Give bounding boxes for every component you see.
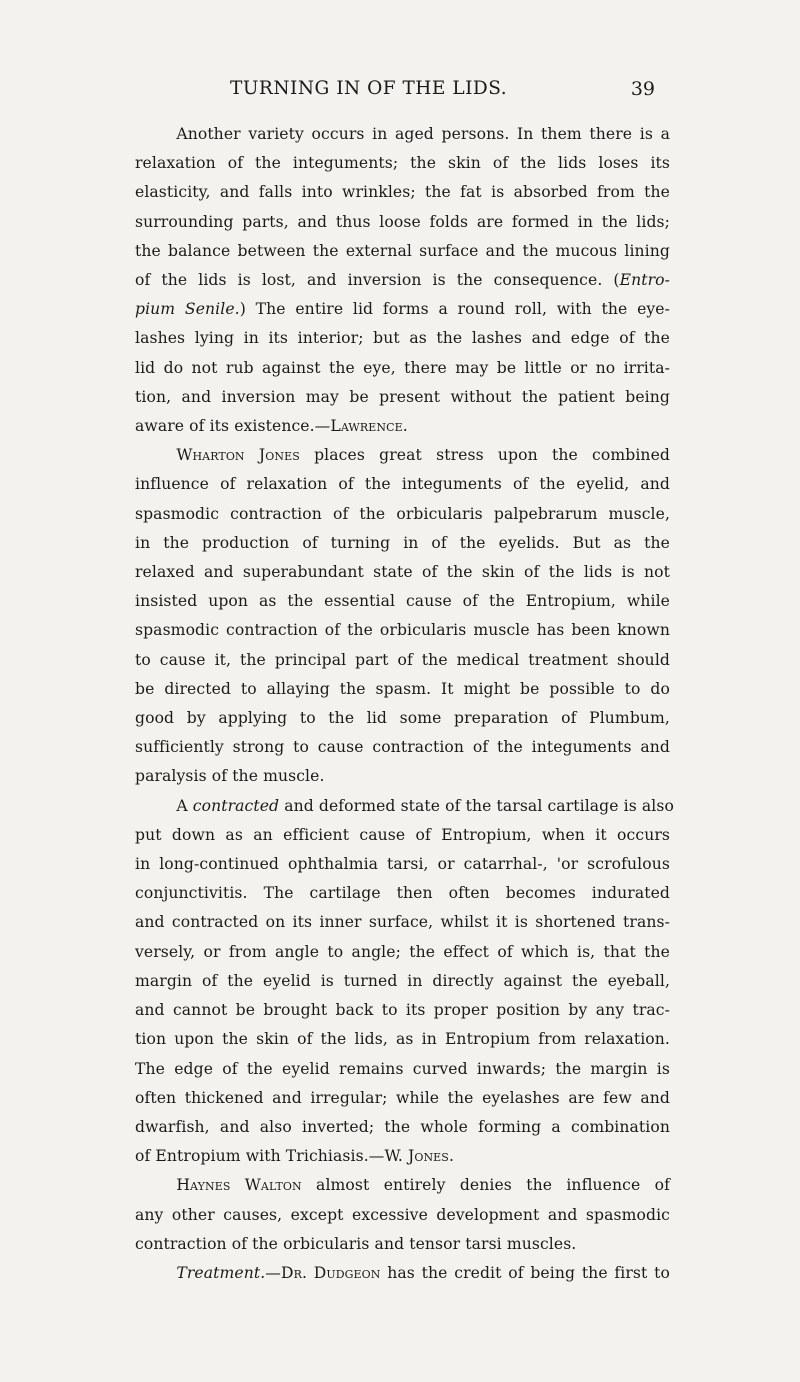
- text-line: Another variety occurs in aged persons. In them there is a: [176, 125, 670, 143]
- text-line: versely, or from angle to angle; the effect of which is, that the: [135, 942, 670, 961]
- text-line: paralysis of the muscle.: [135, 767, 325, 786]
- body-text: [135, 120, 674, 1288]
- text-line: [135, 412, 670, 441]
- text-run: aware of its existence.—: [135, 417, 331, 436]
- text-run: of Entropium with Trichiasis.—: [135, 1147, 385, 1166]
- text-line: tion upon the skin of the lids, as in Entropium from relaxation.: [135, 1030, 670, 1049]
- text-line: any other causes, except excessive development and spasmodic: [135, 1205, 670, 1224]
- text-line: influence of relaxation of the integuments of the eyelid, and: [135, 475, 670, 494]
- author-name: Wharton Jones: [176, 446, 300, 465]
- text-line: put down as an efficient cause of Entropium, when it occurs: [135, 825, 670, 844]
- text-line: in long-continued ophthalmia tarsi, or catarrhal-, 'or scrofulous: [135, 855, 670, 874]
- text-run: places great stress upon the combined: [299, 446, 670, 465]
- text-line: tion, and inversion may be present without the patient being: [135, 387, 670, 406]
- author-name: Haynes Walton: [176, 1176, 302, 1195]
- italic-term: pium Senile.: [135, 300, 240, 319]
- text-line: relaxation of the integuments; the skin of the lids loses its: [135, 154, 670, 173]
- text-line: surrounding parts, and thus loose folds are formed in the lids;: [135, 212, 670, 231]
- author-citation: W. Jones.: [384, 1147, 454, 1166]
- text-line: sufficiently strong to cause contraction of the integuments and: [135, 738, 670, 757]
- text-line: to cause it, the principal part of the medical treatment should: [135, 650, 670, 669]
- text-line: [135, 1142, 670, 1171]
- text-line: spasmodic contraction of the orbicularis palpebrarum muscle,: [135, 504, 670, 523]
- author-name: Dr. Dudgeon: [280, 1263, 381, 1282]
- text-run: —: [265, 1263, 281, 1282]
- text-line: and contracted on its inner surface, whilst it is shortened trans-: [135, 913, 670, 932]
- text-line: lashes lying in its interior; but as the lashes and edge of the: [135, 329, 670, 348]
- text-line: and cannot be brought back to its proper position by any trac-: [135, 1001, 670, 1020]
- text-line: elasticity, and falls into wrinkles; the fat is absorbed from the: [135, 183, 670, 202]
- text-line: margin of the eyelid is turned in directly against the eyeball,: [135, 971, 670, 990]
- text-line: [135, 1171, 670, 1200]
- text-line: [135, 1259, 670, 1288]
- text-line: lid do not rub against the eye, there may be little or no irrita-: [135, 358, 670, 377]
- text-line: [135, 792, 674, 821]
- page-number: 39: [630, 78, 655, 100]
- text-line: good by applying to the lid some preparation of Plumbum,: [135, 709, 670, 728]
- text-line: often thickened and irregular; while the eyelashes are few and: [135, 1088, 670, 1107]
- text-line: in the production of turning in of the eyelids. But as the: [135, 533, 670, 552]
- text-run: of the lids is lost, and inversion is the consequence. (: [135, 271, 620, 290]
- text-run: A: [176, 796, 193, 815]
- text-line: [135, 295, 670, 324]
- text-line: the balance between the external surface and the mucous lining: [135, 241, 670, 260]
- text-line: relaxed and superabundant state of the skin of the lids is not: [135, 563, 670, 582]
- page-header: [0, 78, 800, 108]
- running-head: TURNING IN OF THE LIDS.: [230, 78, 508, 99]
- text-line: contraction of the orbicularis and tensor tarsi muscles.: [135, 1234, 577, 1253]
- author-citation: Lawrence.: [330, 417, 408, 436]
- text-line: conjunctivitis. The cartilage then often becomes indurated: [135, 884, 670, 903]
- text-line: [135, 441, 670, 470]
- text-run: has the credit of being the first to: [380, 1263, 670, 1282]
- text-run: ) The entire lid forms a round roll, with the eye-: [239, 300, 671, 319]
- text-run: almost entirely denies the influence of: [301, 1176, 670, 1195]
- text-line: [135, 266, 670, 295]
- italic-term: contracted: [192, 796, 280, 815]
- text-line: The edge of the eyelid remains curved inwards; the margin is: [135, 1059, 670, 1078]
- text-line: be directed to allaying the spasm. It might be possible to do: [135, 679, 670, 698]
- italic-term: Entro-: [619, 271, 670, 290]
- section-heading: Treatment.: [176, 1263, 266, 1282]
- text-line: insisted upon as the essential cause of the Entropium, while: [135, 592, 670, 611]
- text-run: and deformed state of the tarsal cartilage is also: [279, 796, 674, 815]
- text-line: spasmodic contraction of the orbicularis muscle has been known: [135, 621, 670, 640]
- text-line: dwarfish, and also inverted; the whole forming a combination: [135, 1117, 670, 1136]
